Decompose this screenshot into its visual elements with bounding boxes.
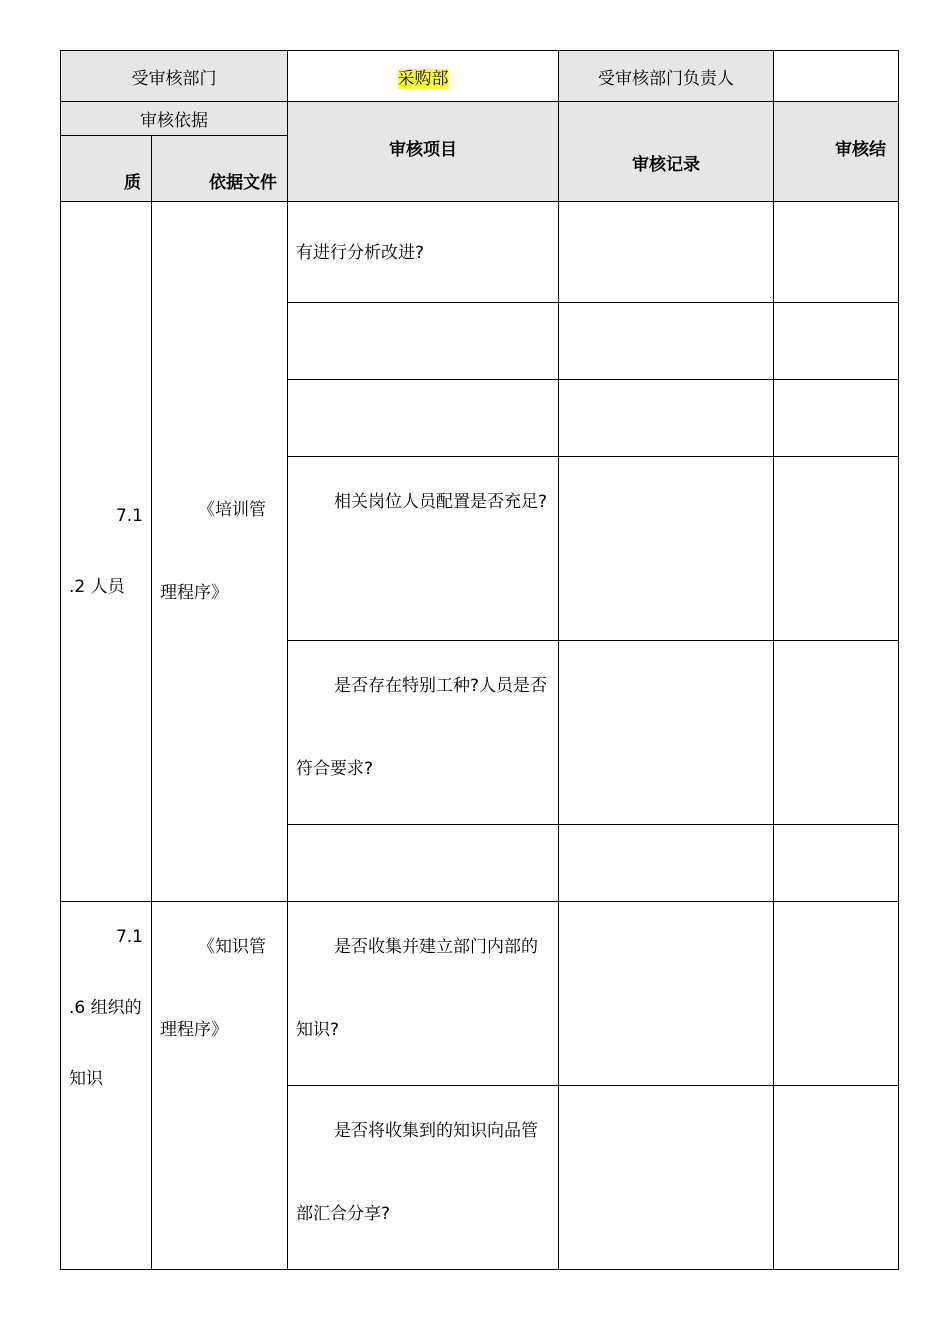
- clause-number: 7.1: [115, 927, 143, 947]
- audited-dept-label: 受审核部门: [61, 51, 288, 102]
- audit-record-cell: [559, 457, 774, 641]
- audit-result-cell: [774, 457, 899, 641]
- audit-item-text: 是否将收集到的知识向品管部汇合分享?: [296, 1121, 538, 1224]
- audit-item-cell: [288, 641, 559, 825]
- audit-item-cell: [288, 380, 559, 457]
- audit-result-cell: [774, 202, 899, 303]
- clause-cell: [61, 202, 152, 902]
- basis-standard-header: 质: [61, 136, 152, 202]
- audit-item-cell: [288, 1086, 559, 1270]
- audit-record-cell: [559, 902, 774, 1086]
- clause-number: 7.1: [115, 505, 143, 526]
- audit-item-text: 相关岗位人员配置是否充足?: [334, 492, 548, 512]
- audit-record-cell: [559, 641, 774, 825]
- audit-result-cell: [774, 825, 899, 902]
- audit-record-cell: [559, 202, 774, 303]
- reference-document: 《培训管理程序》: [160, 499, 266, 603]
- audit-result-cell: [774, 902, 899, 1086]
- audit-item-header: 审核项目: [288, 102, 559, 202]
- audit-item-cell: [288, 202, 559, 303]
- clause-cell: [61, 902, 152, 1270]
- audit-result-cell: [774, 641, 899, 825]
- audit-item-text: 是否存在特别工种?人员是否符合要求?: [296, 676, 548, 779]
- doc-cell: [152, 202, 288, 902]
- audit-record-cell: [559, 303, 774, 380]
- audit-checklist-table: [60, 50, 899, 1270]
- audit-item-cell: [288, 457, 559, 641]
- audit-item-text: 有进行分析改进?: [296, 243, 425, 263]
- reference-document: 《知识管理程序》: [160, 937, 266, 1040]
- audit-item-cell: [288, 303, 559, 380]
- dept-head-value: [774, 51, 899, 102]
- audited-dept-value: 采购部: [397, 68, 449, 89]
- audit-result-cell: [774, 380, 899, 457]
- dept-head-label: 受审核部门负责人: [559, 51, 774, 102]
- audit-item-cell: [288, 902, 559, 1086]
- audit-record-cell: [559, 380, 774, 457]
- audit-record-header: 审核记录: [559, 102, 774, 202]
- audit-result-cell: [774, 1086, 899, 1270]
- clause-title: .6 组织的知识: [69, 998, 142, 1089]
- audit-item-cell: [288, 825, 559, 902]
- audit-record-cell: [559, 1086, 774, 1270]
- audit-record-cell: [559, 825, 774, 902]
- doc-cell: [152, 902, 288, 1270]
- audit-result-header: 审核结: [774, 102, 899, 202]
- clause-title: .2 人员: [69, 576, 125, 597]
- audit-item-text: 是否收集并建立部门内部的知识?: [296, 937, 538, 1040]
- audit-basis-label: 审核依据: [61, 102, 288, 136]
- audited-dept-value-cell: [288, 51, 559, 102]
- audit-result-cell: [774, 303, 899, 380]
- basis-doc-header: 依据文件: [152, 136, 288, 202]
